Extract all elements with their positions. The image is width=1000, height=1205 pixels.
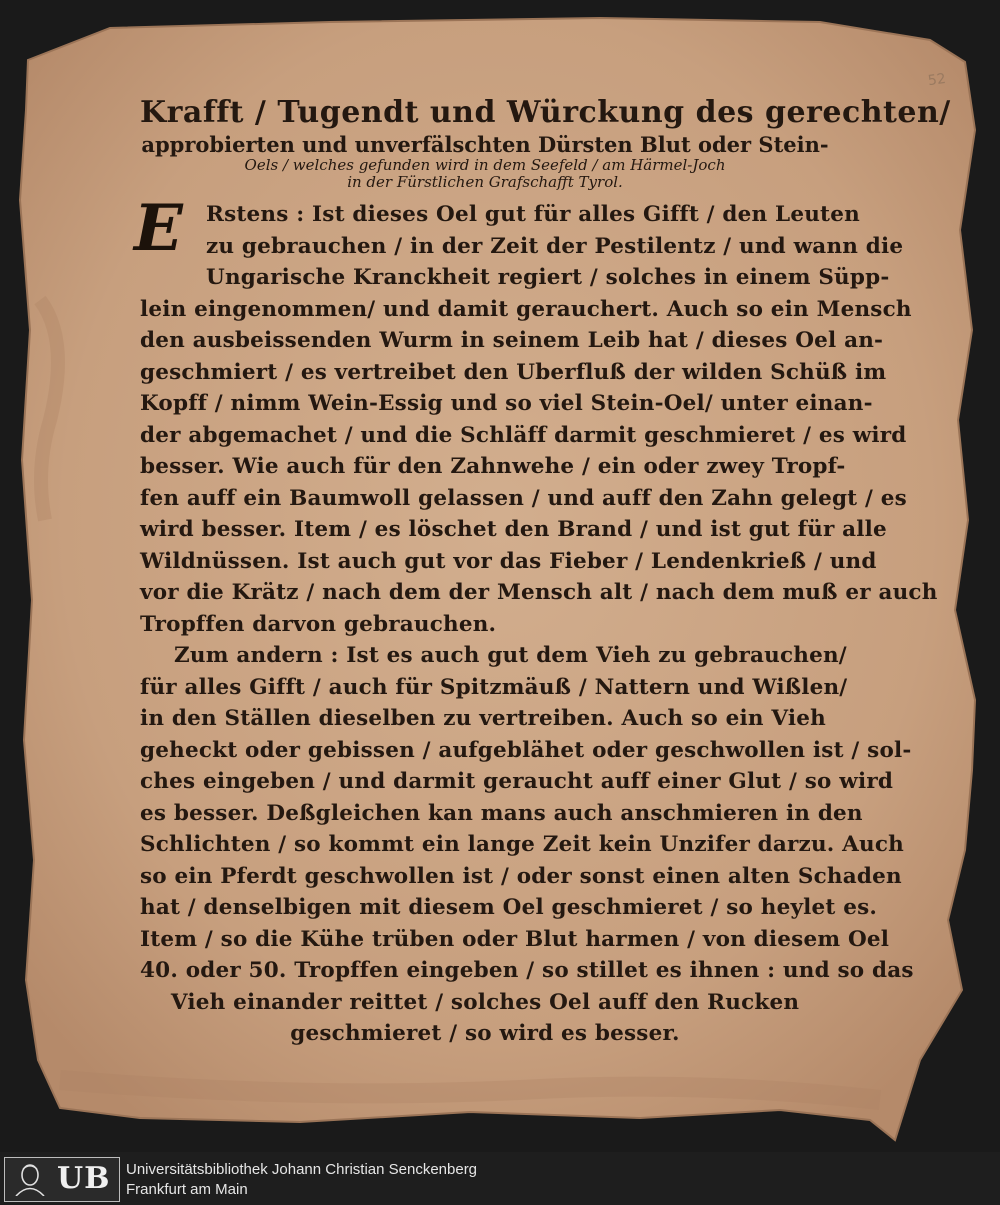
body-line: geheckt oder gebissen / aufgeblähet oder geschwollen ist / sol-: [140, 737, 912, 763]
body-line: es besser. Deßgleichen kan mans auch anschmieren in den: [140, 800, 863, 826]
paper-stain-lower: [60, 1080, 880, 1100]
body-line: ches eingeben / und darmit geraucht auff einer Glut / so wird: [140, 769, 894, 795]
folio-number: 52: [926, 70, 947, 90]
body-line: Zum andern : Ist es auch gut dem Vieh zu gebrauchen/: [174, 643, 847, 669]
body-line: Item / so die Kühe trüben oder Blut harmen / von diesem Oel: [140, 926, 890, 952]
body-line: geschmiert / es vertreibet den Uberfluß der wilden Schüß im: [140, 359, 887, 385]
body-line: wird besser. Item / es löschet den Brand / und ist gut für alle: [140, 517, 887, 543]
body-line: der abgemachet / und die Schläff darmit geschmieret / es wird: [140, 422, 907, 448]
title-line-4: in der Fürstlichen Grafschafft Tyrol.: [347, 172, 623, 191]
body-text: [134, 191, 938, 1050]
body-line: besser. Wie auch für den Zahnwehe / ein oder zwey Tropf-: [140, 454, 846, 480]
body-line: zu gebrauchen / in der Zeit der Pestilentz / und wann die: [206, 233, 904, 259]
drop-cap: E: [134, 191, 183, 267]
body-line: Kopff / nimm Wein-Essig und so viel Stein-Oel/ unter einan-: [140, 391, 873, 417]
title-line-2: approbierten und unverfälschten Dürsten Blut oder Stein-: [141, 131, 829, 157]
ub-logo[interactable]: [4, 1157, 120, 1202]
body-line: Ungarische Kranckheit regiert / solches in einem Süpp-: [206, 265, 890, 291]
library-location: Frankfurt am Main: [126, 1181, 248, 1198]
library-footer: [0, 1152, 1000, 1205]
title-line-3: Oels / welches gefunden wird in dem Seefeld / am Härmel-Joch: [244, 155, 726, 174]
body-line: für alles Gifft / auch für Spitzmäuß / Nattern und Wißlen/: [140, 674, 848, 700]
body-line: vor die Krätz / nach dem der Mensch alt / nach dem muß er auch: [140, 580, 938, 606]
library-name: Universitätsbibliothek Johann Christian Senckenberg: [126, 1161, 478, 1178]
portrait-icon: [11, 1163, 49, 1196]
body-line: Tropffen darvon gebrauchen.: [140, 611, 497, 637]
body-line: Wildnüssen. Ist auch gut vor das Fieber / Lendenkrieß / und: [140, 548, 877, 574]
body-line: lein eingenommen/ und damit gerauchert. Auch so ein Mensch: [140, 296, 912, 322]
body-line: Schlichten / so kommt ein lange Zeit kein Unzifer darzu. Auch: [140, 832, 904, 858]
title-line-1: Krafft / Tugendt und Würckung des gerechten/: [140, 95, 951, 130]
body-line: den ausbeissenden Wurm in seinem Leib hat / dieses Oel an-: [140, 328, 884, 354]
body-line: fen auff ein Baumwoll gelassen / und auff den Zahn gelegt / es: [140, 485, 907, 511]
body-line: Rstens : Ist dieses Oel gut für alles Gifft / den Leuten: [206, 202, 860, 228]
body-line: Vieh einander reittet / solches Oel auff den Rucken: [170, 989, 800, 1015]
body-line: hat / denselbigen mit diesem Oel geschmieret / so heylet es.: [140, 895, 878, 921]
body-line: in den Ställen dieselben zu vertreiben. Auch so ein Vieh: [140, 706, 826, 732]
body-line: so ein Pferdt geschwollen ist / oder sonst einen alten Schaden: [140, 863, 902, 889]
logo-text: UB: [57, 1161, 111, 1196]
body-line: geschmieret / so wird es besser.: [290, 1021, 680, 1047]
body-line: 40. oder 50. Tropffen eingeben / so stillet es ihnen : und so das: [140, 958, 914, 984]
document-text: [134, 95, 951, 1050]
